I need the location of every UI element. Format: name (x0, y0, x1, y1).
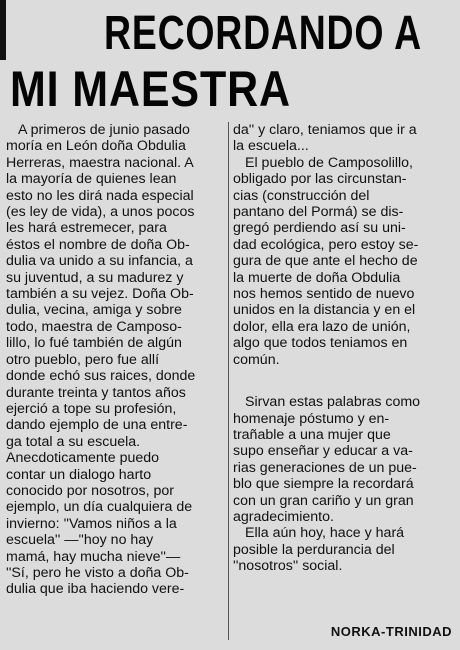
text-line: pantano del Pormá) se dis- (233, 204, 404, 221)
text-line: A primeros de junio pasado (18, 122, 190, 138)
text-line: ''Sí, pero he visto a doña Ob- (6, 564, 189, 581)
text-line: dulia que iba haciendo vere- (6, 581, 185, 598)
text-line: dulia, vecina, amiga y sobre (6, 302, 182, 319)
text-line: ejerció a tope su profesión, (6, 400, 177, 417)
column-divider (228, 122, 229, 640)
headline-line-2: MI MAESTRA (10, 61, 291, 117)
column-rule-mark (0, 0, 6, 60)
text-line: algo que todos teniamos en (233, 335, 408, 352)
author-signature: NORKA-TRINIDAD (330, 624, 452, 639)
text-line: El pueblo de Camposolillo, (245, 154, 413, 171)
text-line: moría en León doña Obdulia (6, 138, 186, 155)
paragraph-gap (233, 368, 457, 394)
text-line: dulia va unido a su infancia, a (6, 253, 193, 270)
text-line: la mayoría de quienes lean (6, 171, 177, 188)
headline-line-1: RECORDANDO A (104, 7, 422, 60)
text-line: dolor, ella era lazo de unión, (233, 318, 411, 335)
text-line: unidos en la distancia y en el (233, 302, 416, 319)
text-line: todo, maestra de Camposo- (6, 318, 182, 335)
text-line: con un gran cariño y un gran (233, 492, 414, 509)
text-line: rias generaciones de un pue- (233, 459, 417, 476)
text-line: supo enseñar y educar a va- (233, 443, 413, 460)
text-line: gregó perdiendo así su uni- (233, 220, 406, 237)
text-line: contar un dialogo harto (6, 466, 152, 483)
text-line: dad ecológica, pero estoy se- (233, 236, 419, 253)
text-line: ga total a su escuela. (6, 433, 141, 450)
text-line: mamá, hay mucha nieve''— (6, 548, 181, 565)
text-line: Sirvan estas palabras como (245, 394, 421, 411)
text-line: lillo, lo fué también de algún (6, 335, 182, 352)
text-line: cias (construcción del (233, 187, 370, 204)
right-column (233, 122, 457, 575)
text-line: ''nosotros'' social. (233, 558, 343, 575)
text-line: posible la perdurancia del (233, 541, 395, 558)
text-line: blo que siempre la recordará (233, 476, 414, 493)
text-line: la escuela... (233, 138, 309, 155)
text-line: otro pueblo, pero fue allí (6, 351, 160, 368)
text-line: les hará estremecer, para (6, 220, 167, 237)
text-line: esto no les dirá nada especial (6, 187, 194, 204)
text-line: homenaje póstumo y en- (233, 410, 390, 427)
text-line: conocido por nosotros, por (6, 482, 174, 499)
text-line: éstos el nombre de doña Ob- (6, 236, 190, 253)
text-line: agradecimiento. (233, 508, 334, 525)
text-line: Ella aún hoy, hace y hará (245, 525, 405, 542)
left-column (6, 122, 226, 598)
text-line: donde echó sus raices, donde (6, 368, 196, 385)
text-line: trañable a una mujer que (233, 426, 391, 443)
text-line: su juventud, a su madurez y (6, 269, 184, 286)
text-line: durante treinta y tantos años (6, 384, 186, 401)
text-line: gura de que ante el hecho de (233, 253, 418, 270)
text-line: también a su vejez. Doña Ob- (6, 286, 194, 303)
text-line: común. (233, 351, 280, 368)
text-line: (es ley de vida), a unos pocos (6, 204, 195, 221)
text-line: ejemplo, un día cualquiera de (6, 499, 193, 516)
text-line: da'' y claro, teniamos que ir a (233, 122, 417, 138)
text-line: escuela'' —''hoy no hay (6, 532, 154, 549)
text-line: Anecdoticamente puedo (6, 450, 160, 467)
text-line: obligado por las circunstan- (233, 171, 407, 188)
text-line: dando ejemplo de una entre- (6, 417, 188, 434)
text-line: nos hemos sentido de nuevo (233, 286, 415, 303)
text-line: Herreras, maestra nacional. A (6, 154, 194, 171)
text-line: invierno: ''Vamos niños a la (6, 515, 177, 532)
text-line: la muerte de doña Obdulia (233, 269, 401, 286)
